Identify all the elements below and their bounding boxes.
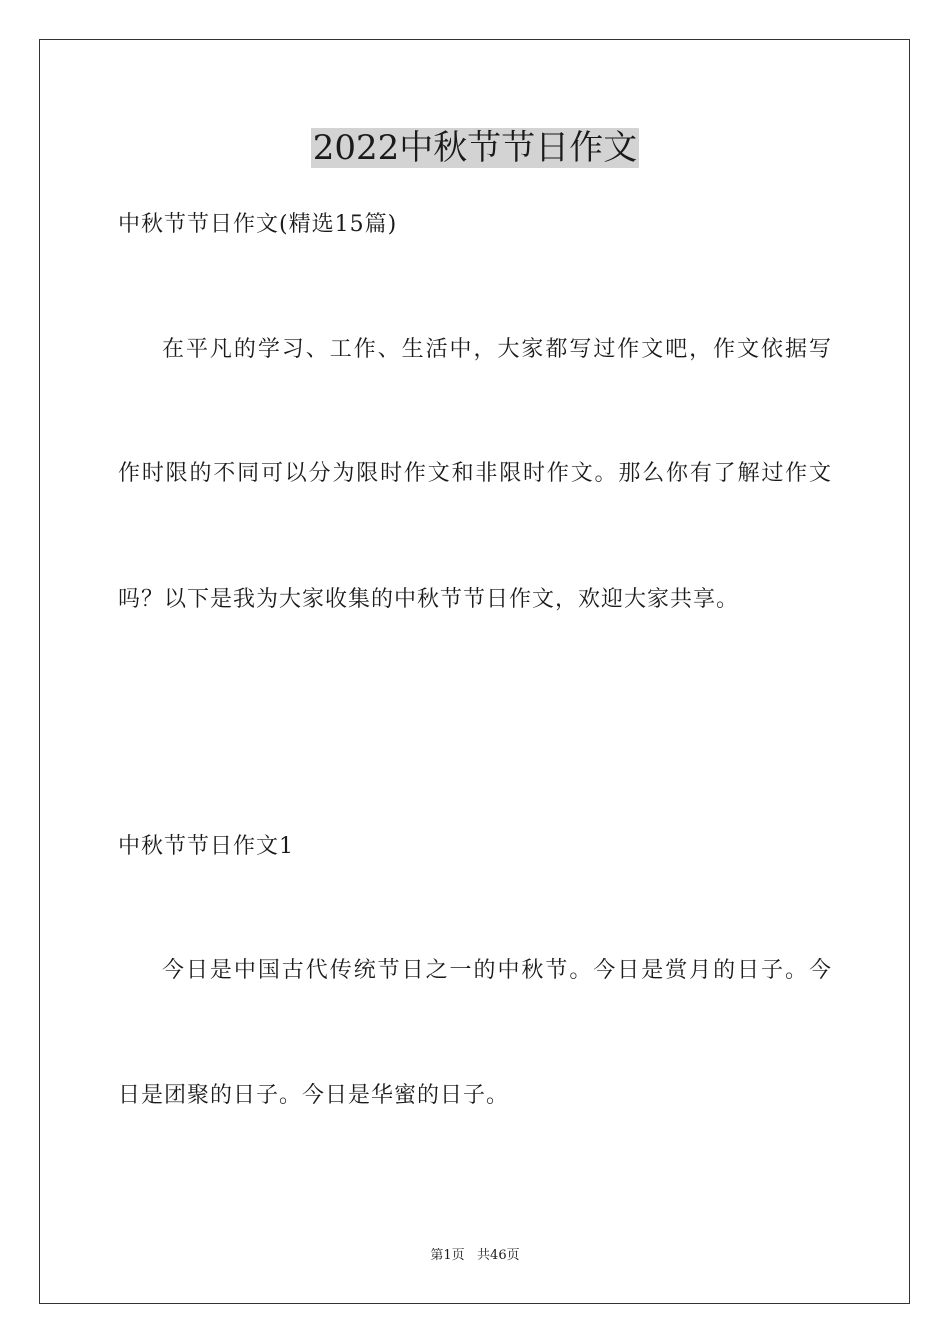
intro-line-2: 作时限的不同可以分为限时作文和非限时作文。那么你有了解过作文: [118, 461, 832, 486]
intro-line-1: 在平凡的学习、工作、生活中，大家都写过作文吧，作文依据写: [162, 337, 832, 362]
section-line-1: 今日是中国古代传统节日之一的中秋节。今日是赏月的日子。今: [162, 958, 832, 983]
document-title: [0, 126, 950, 170]
section-line-2: 日是团聚的日子。今日是华蜜的日子。: [118, 1083, 510, 1108]
document-title-text: 2022中秋节节日作文: [312, 128, 638, 168]
document-subtitle: 中秋节节日作文(精选15篇): [118, 212, 398, 237]
section-heading: 中秋节节日作文1: [118, 834, 294, 859]
page-number-footer: 第1页 共46页: [430, 1248, 520, 1263]
intro-line-3: 吗？以下是我为大家收集的中秋节节日作文，欢迎大家共享。: [118, 587, 740, 612]
